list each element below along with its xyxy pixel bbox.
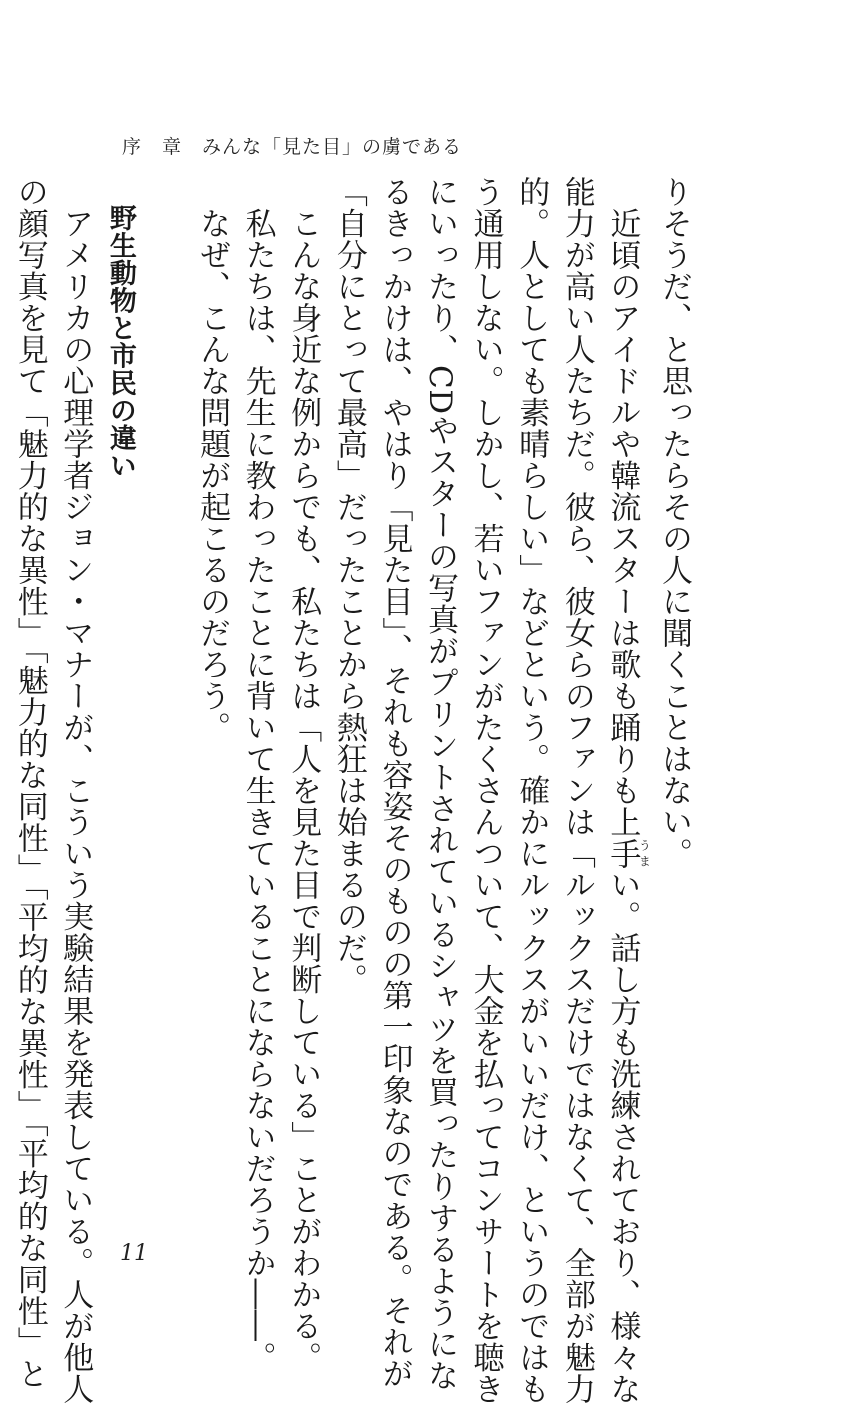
text-line: の顔写真を見て「魅力的な異性」「魅力的な同性」「平均的な異性」「平均的な同性」と — [11, 176, 48, 1390]
ruby-base: 手 — [604, 837, 641, 869]
blank-line — [143, 176, 189, 1236]
page-number: 11 — [120, 1241, 148, 1266]
text-line: なぜ、こんな問題が起こるのだろう。 — [194, 176, 231, 743]
text-segment: 近頃のアイドルや韓流スターは歌も踊りも上 — [604, 176, 641, 838]
text-line-with-ruby — [599, 176, 652, 1405]
text-line: 的。人としても素晴らしい」などという。確かにルックスがいいだけ、というのではも — [513, 176, 550, 1405]
ruby-reading: うま — [637, 837, 652, 869]
text-line: う通用しない。しかし、若いファンがたくさんついて、大金を払ってコンサートを聴き — [467, 176, 504, 1405]
text-line: 私たちは、先生に教わったことに背いて生きていることにならないだろうか――。 — [239, 176, 276, 1373]
text-line: こんな身近な例からでも、私たちは「人を見た目で判断している」ことがわかる。 — [285, 176, 322, 1373]
text-line: りそうだ、と思ったらその人に聞くことはない。 — [656, 176, 692, 869]
text-line: るきっかけは、やはり「見た目」、それも容姿そのものの第一印象なのである。それが — [376, 176, 413, 1389]
text-segment: い。話し方も洗練されており、様々な — [604, 869, 641, 1405]
section-heading: 野生動物と市民の違い — [104, 204, 136, 479]
text-line: 能力が高い人たちだ。彼ら、彼女らのファンは「ルックスだけではなくて、全部が魅力 — [558, 176, 595, 1405]
ruby-annotation — [604, 837, 652, 870]
running-header: 序 章 みんな「見た目」の虜である — [122, 136, 463, 158]
text-line: アメリカの心理学者ジョン・マナーが、こういう実験結果を発表している。人が他人 — [57, 176, 94, 1405]
text-line: にいったり、CDやスターの写真がプリントされているシャツを買ったりするようにな — [422, 176, 459, 1392]
text-line: 「自分にとって最高」だったことから熱狂は始まるのだ。 — [330, 176, 367, 995]
